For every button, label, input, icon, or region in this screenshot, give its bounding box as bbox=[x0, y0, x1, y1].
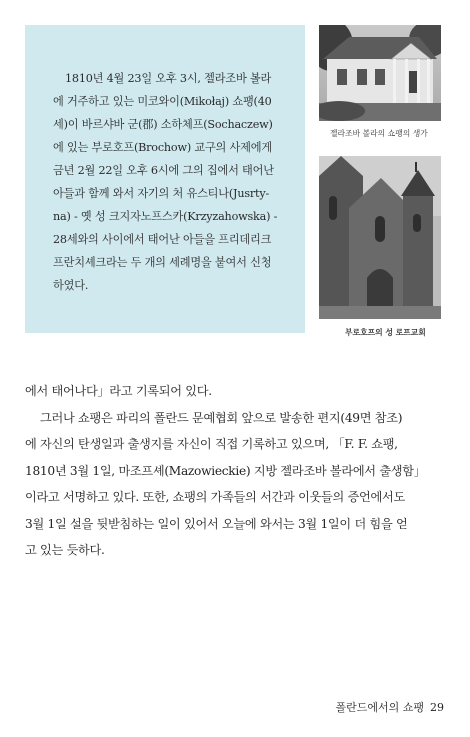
body-line: 에서 태어나다」라고 기록되어 있다. bbox=[25, 384, 212, 398]
running-title: 폴란드에서의 쇼팽 bbox=[335, 701, 424, 714]
page-number: 29 bbox=[430, 701, 444, 714]
body-line: 그러나 쇼팽은 파리의 폴란드 문예협회 앞으로 발송한 편지(49면 참조) bbox=[40, 410, 403, 425]
quote-line: 아들과 함께 와서 자기의 처 유스티나(Jusrty- bbox=[53, 187, 270, 200]
quote-box bbox=[25, 25, 305, 333]
church-photo bbox=[319, 156, 441, 319]
quote-line: 하였다. bbox=[53, 279, 89, 292]
body-line: 고 있는 듯하다. bbox=[25, 543, 105, 557]
body-line: 에 자신의 탄생일과 출생지를 자신이 직접 기록하고 있으며, 「F. F. 쇼팽, bbox=[25, 437, 398, 451]
birth-house-caption: 젤라조바 볼라의 쇼팽의 생가 bbox=[330, 129, 428, 138]
body-paragraph bbox=[25, 378, 455, 564]
quote-line: 프란치셰크라는 두 개의 세례명을 붙여서 신청 bbox=[53, 256, 272, 269]
quote-line: 1810년 4월 23일 오후 3시, 젤라조바 볼라 bbox=[65, 72, 272, 85]
quote-line: na) - 옛 성 크지자노프스카(Krzyzahowska) - bbox=[53, 210, 278, 223]
church-caption: 부로호프의 성 로프교회 bbox=[345, 328, 426, 337]
quote-line: 에 거주하고 있는 미코와이(Mikołaj) 쇼팽(40 bbox=[53, 95, 272, 108]
quote-line: 에 있는 부로호프(Brochow) 교구의 사제에게 bbox=[53, 141, 272, 154]
body-line: 3월 1일 설을 뒷받침하는 일이 있어서 오늘에 와서는 3월 1일이 더 힘을 얻 bbox=[25, 516, 408, 531]
body-line: 1810년 3월 1일, 마조프셰(Mazowieckie) 지방 젤라조바 볼라에서 출생함」 bbox=[25, 463, 426, 478]
body-line: 이라고 서명하고 있다. 또한, 쇼팽의 가족들의 서간과 이웃들의 증언에서도 bbox=[25, 490, 405, 504]
quote-line: 세)이 바르샤바 군(郡) 소하체프(Sochaczew) bbox=[53, 118, 273, 131]
page-footer bbox=[335, 699, 444, 715]
birth-house-photo bbox=[319, 25, 441, 121]
quote-paragraph bbox=[53, 67, 285, 297]
quote-line: 28세와의 사이에서 태어난 아들을 프리데리크 bbox=[53, 233, 272, 246]
quote-line: 금년 2월 22일 오후 6시에 그의 집에서 태어난 bbox=[53, 164, 274, 177]
